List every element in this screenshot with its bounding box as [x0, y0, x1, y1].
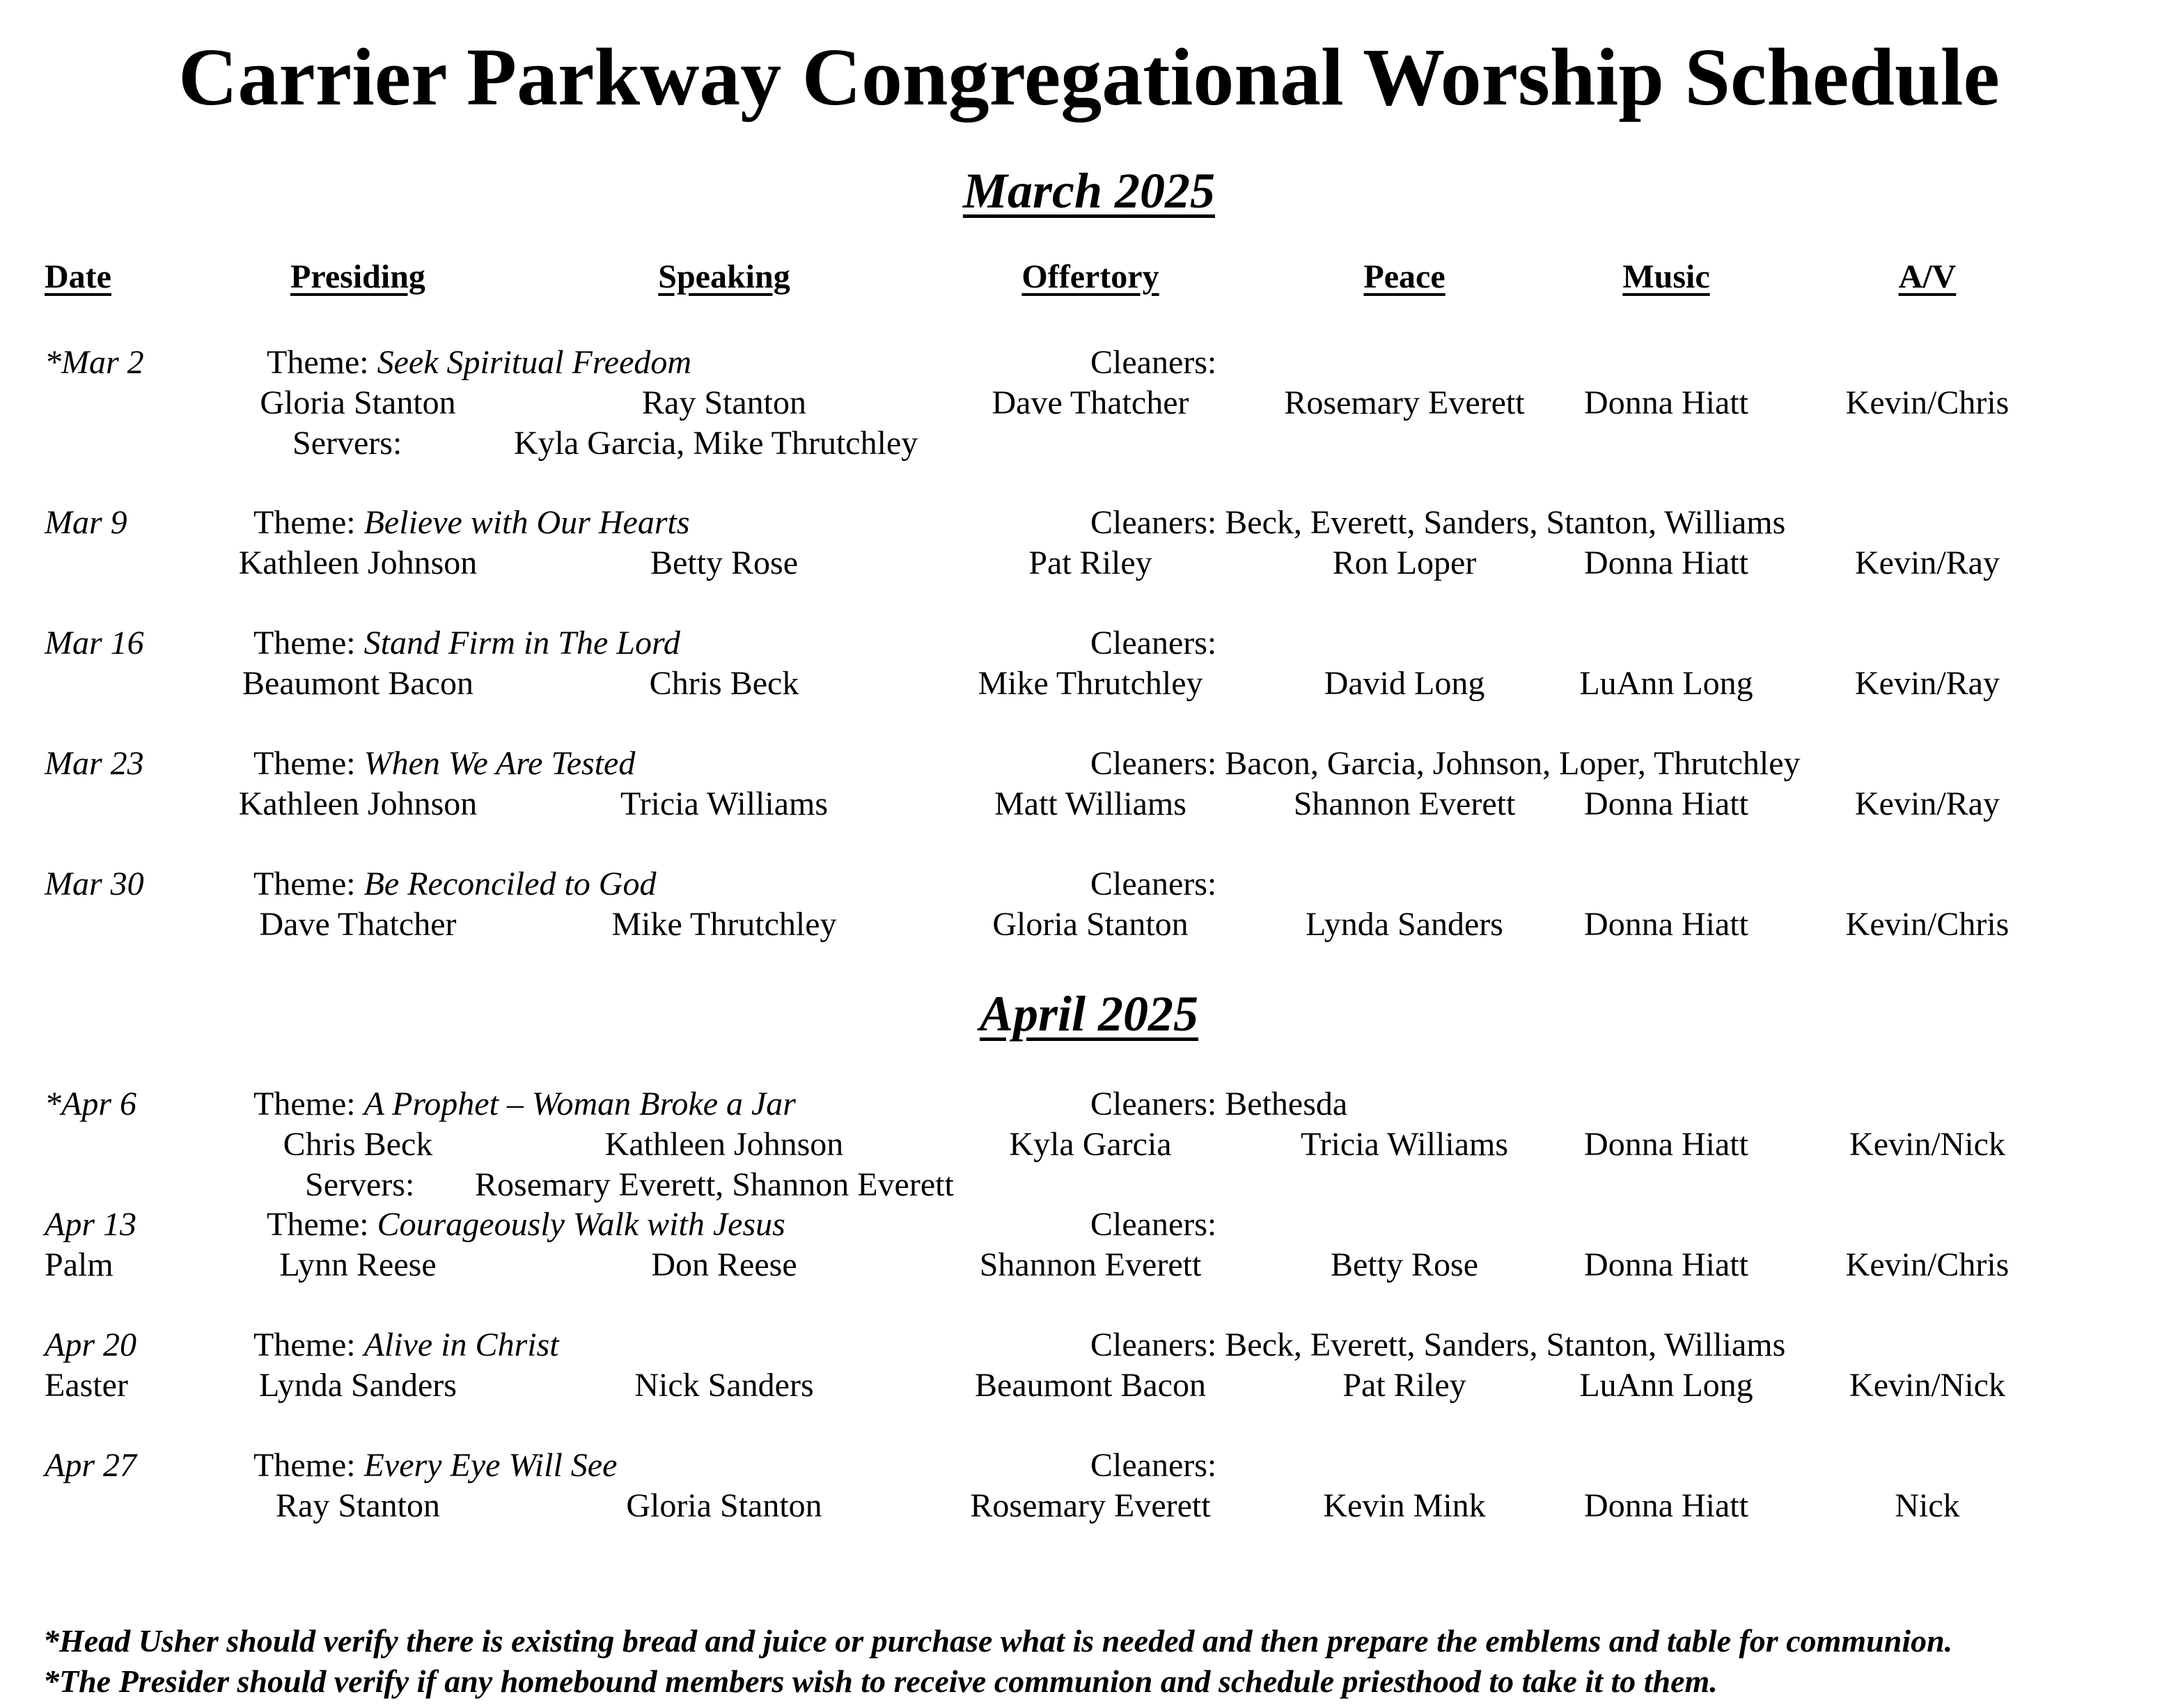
service-speaking: Gloria Stanton	[626, 1487, 822, 1524]
cleaners-label: Cleaners:	[1090, 1206, 1217, 1243]
theme-value: A Prophet – Woman Broke a Jar	[363, 1086, 796, 1122]
theme-value: Alive in Christ	[363, 1326, 559, 1363]
theme-label: Theme:	[253, 745, 356, 782]
service-av: Kevin/Ray	[1855, 785, 2000, 822]
service-offertory: Matt Williams	[994, 785, 1186, 822]
theme-value: Believe with Our Hearts	[363, 504, 690, 541]
service-speaking: Mike Thrutchley	[611, 906, 837, 943]
service-offertory: Rosemary Everett	[970, 1487, 1211, 1524]
footnote-head-usher: *Head Usher should verify there is existing bread and juice or purchase what is needed and then prepare the emblems and table for communion.	[43, 1623, 1953, 1659]
service-presiding: Kathleen Johnson	[238, 544, 478, 581]
cleaners-label: Cleaners:	[1090, 1326, 1217, 1363]
theme-value: Be Reconciled to God	[363, 865, 657, 902]
service-date: *Apr 6	[45, 1086, 136, 1122]
service-speaking: Kathleen Johnson	[604, 1126, 844, 1163]
theme-label: Theme:	[267, 1206, 369, 1243]
service-cleaners	[1090, 864, 1216, 904]
service-cleaners	[1090, 1084, 1347, 1125]
service-theme	[253, 744, 635, 784]
cleaners-label: Cleaners:	[1090, 745, 1217, 782]
footnote-presider: *The Presider should verify if any homebound members wish to receive communion and schedule priesthood to take it to them.	[43, 1663, 1718, 1699]
service-presiding: Dave Thatcher	[259, 906, 457, 943]
theme-label: Theme:	[253, 625, 356, 661]
service-music: Donna Hiatt	[1584, 1487, 1748, 1524]
service-av: Kevin/Chris	[1845, 906, 2009, 943]
service-offertory: Shannon Everett	[979, 1246, 1202, 1283]
theme-label: Theme:	[253, 1086, 356, 1122]
service-date: Apr 27	[45, 1447, 136, 1484]
service-peace: Shannon Everett	[1293, 785, 1516, 822]
service-music: Donna Hiatt	[1584, 785, 1748, 822]
service-date: Apr 13	[45, 1206, 136, 1243]
cleaners-label: Cleaners:	[1090, 865, 1217, 902]
column-header-offertory: Offertory	[1021, 258, 1159, 295]
theme-label: Theme:	[253, 865, 356, 902]
service-music: Donna Hiatt	[1584, 384, 1748, 421]
service-occasion: Easter	[45, 1367, 128, 1404]
service-date: *Mar 2	[45, 344, 144, 381]
service-theme	[253, 623, 680, 664]
column-header-peace: Peace	[1363, 258, 1446, 295]
service-av: Kevin/Ray	[1855, 665, 2000, 702]
service-date: Mar 9	[45, 504, 127, 541]
servers-label: Servers:	[305, 1166, 415, 1203]
theme-value: Every Eye Will See	[363, 1447, 618, 1484]
theme-value: Courageously Walk with Jesus	[377, 1206, 785, 1243]
column-header-speaking: Speaking	[658, 258, 790, 295]
cleaners-value: Beck, Everett, Sanders, Stanton, Williams	[1225, 1326, 1786, 1363]
service-offertory: Mike Thrutchley	[978, 665, 1203, 702]
service-av: Kevin/Chris	[1845, 1246, 2009, 1283]
service-offertory: Gloria Stanton	[992, 906, 1189, 943]
column-header-av: A/V	[1898, 258, 1957, 295]
service-date: Mar 30	[45, 865, 144, 902]
service-theme	[253, 503, 690, 543]
cleaners-value: Beck, Everett, Sanders, Stanton, Williams	[1225, 504, 1786, 541]
column-header-music: Music	[1622, 258, 1710, 295]
service-music: Donna Hiatt	[1584, 1126, 1748, 1163]
service-cleaners	[1090, 1205, 1216, 1245]
service-speaking: Tricia Williams	[620, 785, 829, 822]
cleaners-label: Cleaners:	[1090, 1447, 1217, 1484]
service-speaking: Nick Sanders	[634, 1367, 814, 1404]
month-heading-march: March 2025	[962, 163, 1216, 219]
service-peace: Betty Rose	[1331, 1246, 1478, 1283]
theme-value: Seek Spiritual Freedom	[377, 344, 692, 381]
theme-label: Theme:	[253, 1326, 356, 1363]
service-theme	[253, 864, 656, 904]
theme-value: When We Are Tested	[363, 745, 636, 782]
service-offertory: Dave Thatcher	[992, 384, 1189, 421]
service-presiding: Lynn Reese	[279, 1246, 437, 1283]
service-cleaners	[1090, 343, 1216, 383]
service-presiding: Chris Beck	[283, 1126, 433, 1163]
service-date: Mar 16	[45, 625, 144, 661]
page-title: Carrier Parkway Congregational Worship Schedule	[178, 31, 2000, 123]
service-peace: Kevin Mink	[1323, 1487, 1486, 1524]
service-occasion: Palm	[45, 1246, 113, 1283]
service-cleaners	[1090, 623, 1216, 664]
service-speaking: Betty Rose	[650, 544, 798, 581]
service-peace: Rosemary Everett	[1284, 384, 1525, 421]
theme-value: Stand Firm in The Lord	[363, 625, 680, 661]
cleaners-value: Bacon, Garcia, Johnson, Loper, Thrutchley	[1225, 745, 1801, 782]
service-music: Donna Hiatt	[1584, 544, 1748, 581]
cleaners-label: Cleaners:	[1090, 504, 1217, 541]
service-theme	[253, 1445, 617, 1486]
service-offertory: Kyla Garcia	[1009, 1126, 1172, 1163]
service-peace: Pat Riley	[1342, 1367, 1466, 1404]
service-date: Apr 20	[45, 1326, 136, 1363]
service-av: Nick	[1895, 1487, 1960, 1524]
servers-value: Rosemary Everett, Shannon Everett	[475, 1166, 954, 1203]
cleaners-label: Cleaners:	[1090, 344, 1217, 381]
service-cleaners	[1090, 1325, 1785, 1365]
service-music: LuAnn Long	[1579, 1367, 1753, 1404]
service-peace: Ron Loper	[1332, 544, 1477, 581]
service-presiding: Beaumont Bacon	[242, 665, 473, 702]
service-date: Mar 23	[45, 745, 144, 782]
service-peace: Lynda Sanders	[1306, 906, 1503, 943]
service-speaking: Don Reese	[651, 1246, 797, 1283]
servers-value: Kyla Garcia, Mike Thrutchley	[514, 425, 918, 462]
theme-label: Theme:	[267, 344, 369, 381]
service-presiding: Gloria Stanton	[260, 384, 456, 421]
column-header-date: Date	[45, 258, 111, 295]
service-presiding: Ray Stanton	[276, 1487, 440, 1524]
theme-label: Theme:	[253, 1447, 356, 1484]
service-theme	[267, 1205, 785, 1245]
service-av: Kevin/Ray	[1855, 544, 2000, 581]
service-cleaners	[1090, 503, 1785, 543]
service-offertory: Pat Riley	[1028, 544, 1152, 581]
service-theme	[267, 343, 691, 383]
service-music: LuAnn Long	[1579, 665, 1753, 702]
service-presiding: Lynda Sanders	[259, 1367, 457, 1404]
service-av: Kevin/Chris	[1845, 384, 2009, 421]
service-presiding: Kathleen Johnson	[238, 785, 478, 822]
service-cleaners	[1090, 744, 1801, 784]
month-heading-april: April 2025	[979, 986, 1199, 1042]
service-speaking: Chris Beck	[649, 665, 799, 702]
service-speaking: Ray Stanton	[642, 384, 806, 421]
cleaners-label: Cleaners:	[1090, 1086, 1217, 1122]
service-music: Donna Hiatt	[1584, 1246, 1748, 1283]
column-header-presiding: Presiding	[290, 258, 425, 295]
service-av: Kevin/Nick	[1849, 1367, 2005, 1404]
service-theme	[253, 1084, 796, 1125]
theme-label: Theme:	[253, 504, 356, 541]
service-music: Donna Hiatt	[1584, 906, 1748, 943]
cleaners-label: Cleaners:	[1090, 625, 1217, 661]
service-offertory: Beaumont Bacon	[975, 1367, 1206, 1404]
service-av: Kevin/Nick	[1849, 1126, 2005, 1163]
cleaners-value: Bethesda	[1225, 1086, 1348, 1122]
service-peace: Tricia Williams	[1300, 1126, 1509, 1163]
service-cleaners	[1090, 1445, 1216, 1486]
service-theme	[253, 1325, 559, 1365]
servers-label: Servers:	[292, 425, 402, 462]
service-peace: David Long	[1324, 665, 1485, 702]
